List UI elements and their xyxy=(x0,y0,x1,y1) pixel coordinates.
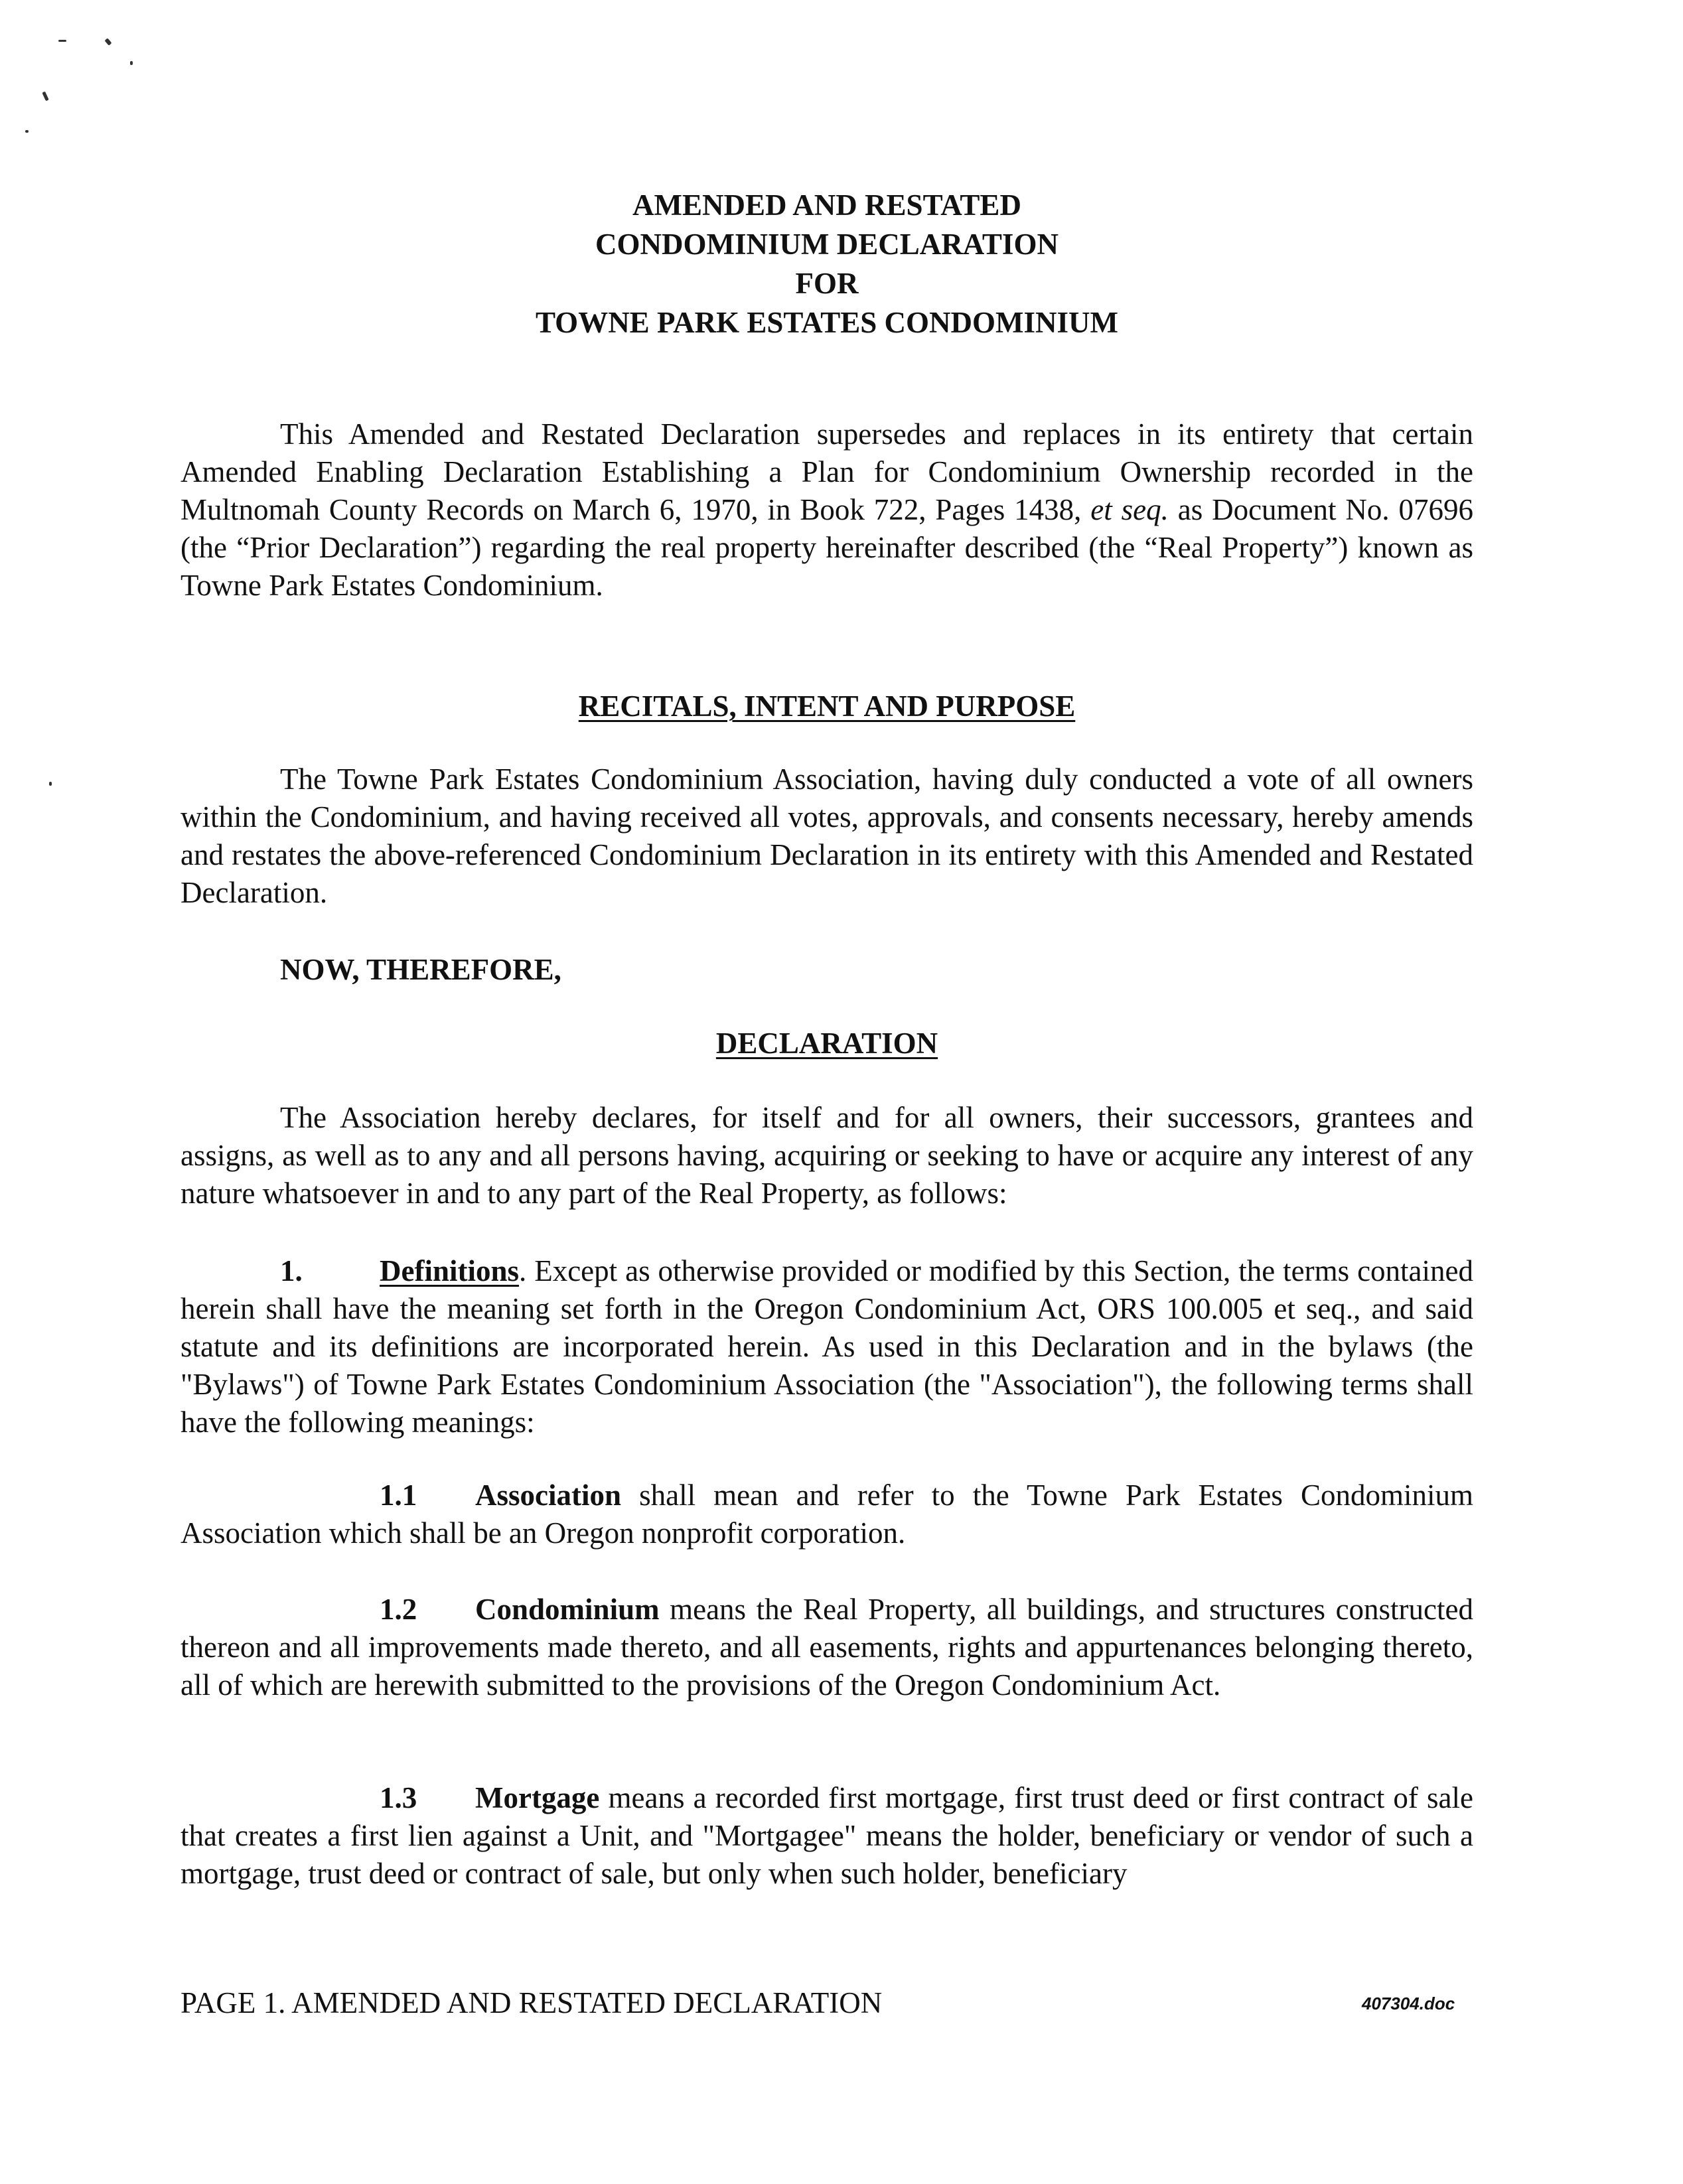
defined-term: Association xyxy=(475,1479,622,1512)
document-file-id: 407304.doc xyxy=(1362,1994,1455,2013)
scan-speck xyxy=(130,61,133,65)
scan-speck xyxy=(25,130,29,133)
declaration-paragraph: The Association hereby declares, for itself and for all owners, their successors, grantees and assigns, as well as to any and all persons having, acquiring or seeking to have or acquire any interest of any nature whatsoever in and to any part of the Real Property, as follows: xyxy=(181,1101,1473,1210)
title-line: FOR xyxy=(795,267,859,300)
recitals-paragraph: The Towne Park Estates Condominium Association, having duly conducted a vote of all owners within the Condominium, and having received all votes, approvals, and consents necessary, hereby amends and restates the above-referenced Condominium Declaration in its entirety with this Amended and Restated Declaration. xyxy=(181,763,1473,909)
defined-term: Condominium xyxy=(475,1593,660,1626)
recitals-heading: RECITALS, INTENT AND PURPOSE xyxy=(578,690,1076,723)
defined-term: Mortgage xyxy=(475,1781,600,1814)
section-1-1-association: 1.1 Association shall mean and refer to the Towne Park Estates Condominium Association which shall be an Oregon nonprofit corporation. xyxy=(181,1477,1473,1552)
section-1-2-condominium: 1.2 Condominium means the Real Property, all buildings, and structures constructed thereon and all improvements made thereto, and all easements, rights and appurtenances belonging thereto, all of which are herewith submitted to the provisions of the Oregon Condominium Act. xyxy=(181,1591,1473,1704)
title-line: AMENDED AND RESTATED xyxy=(632,188,1021,222)
title-line: TOWNE PARK ESTATES CONDOMINIUM xyxy=(535,306,1118,339)
now-therefore: NOW, THEREFORE, xyxy=(280,953,561,986)
section-1-definitions: 1. Definitions. Except as otherwise provided or modified by this Section, the terms contained herein shall have the meaning set forth in the Oregon Condominium Act, ORS 100.005 et seq., and said statute and its definitions are incorporated herein. As used in this Declaration and in the bylaws (the "Bylaws") of Towne Park Estates Condominium Association (the "Association"), the following terms shall have the following meanings: xyxy=(181,1252,1473,1441)
section-1-3-mortgage: 1.3 Mortgage means a recorded first mortgage, first trust deed or first contract of sale that creates a first lien against a Unit, and "Mortgagee" means the holder, beneficiary or vendor of such a mortgage, trust deed or contract of sale, but only when such holder, beneficiary xyxy=(181,1779,1473,1893)
document-title xyxy=(181,186,1473,342)
title-line: CONDOMINIUM DECLARATION xyxy=(595,228,1059,261)
section-number: 1.3 xyxy=(380,1781,417,1814)
intro-paragraph: This Amended and Restated Declaration supersedes and replaces in its entirety that certain Amended Enabling Declaration Establishing a Plan for Condominium Ownership recorded in the Multnomah County Records on March 6, 1970, in Book 722, Pages 1438, et seq. as Document No. 07696 (the “Prior Declaration”) regarding the real property hereinafter described (the “Real Property”) known as Towne Park Estates Condominium. xyxy=(181,417,1473,602)
section-title: Definitions xyxy=(380,1254,520,1287)
section-number: 1.2 xyxy=(380,1593,417,1626)
scan-speck xyxy=(49,782,52,786)
scan-speck xyxy=(58,40,66,42)
page-footer-label: PAGE 1. AMENDED AND RESTATED DECLARATION xyxy=(181,1986,883,2019)
section-number: 1.1 xyxy=(380,1479,417,1512)
scan-speck xyxy=(104,38,111,46)
scan-speck xyxy=(42,92,48,102)
declaration-heading: DECLARATION xyxy=(715,1027,938,1060)
section-number: 1. xyxy=(280,1254,303,1287)
